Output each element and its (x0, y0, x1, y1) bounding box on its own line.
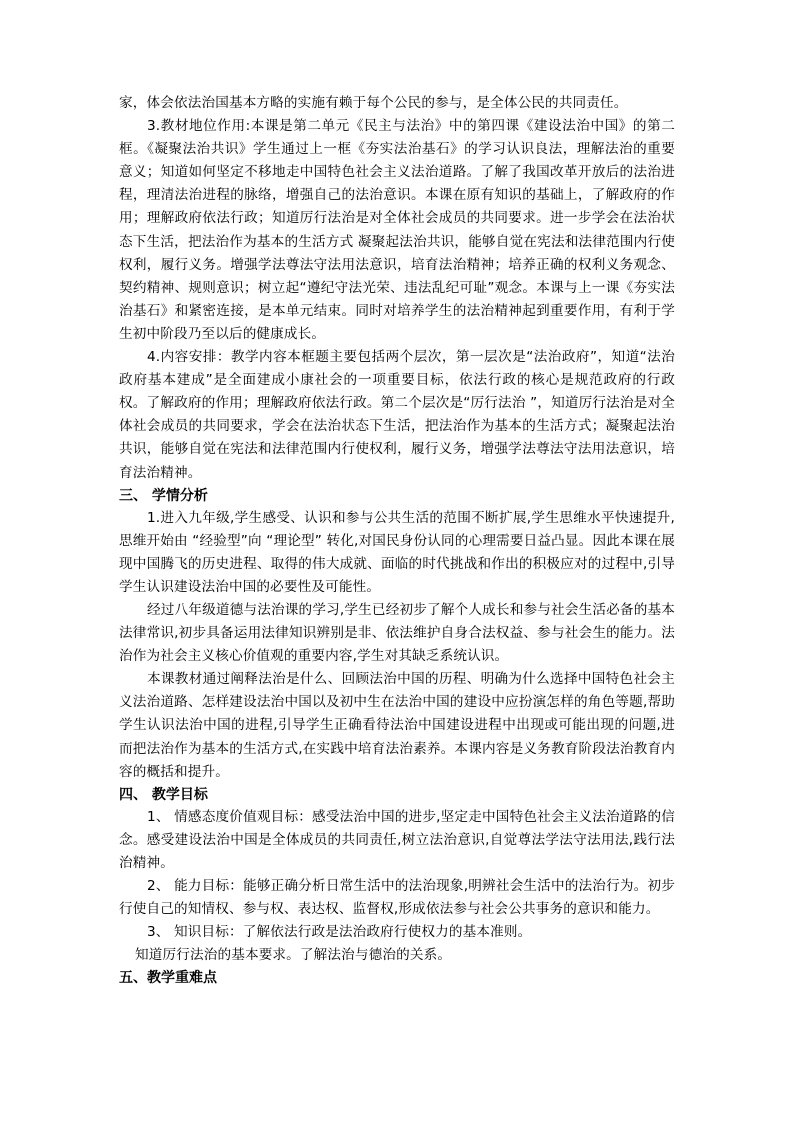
paragraph-goal-knowledge: 3、 知识目标：了解依法行政是法治政府行使权力的基本准则。 (147, 924, 532, 941)
section-heading-teaching-goals: 四、 教学目标 (119, 786, 208, 803)
paragraph-student-analysis-3: 本课教材通过阐释法治是什么、回顾法治中国的历程、明确为什么选择中国特色社会主义法治道路、怎样建设法治中国以及初中生在法治中国的建设中应扮演怎样的角色等题,帮助学生认识法治中国的进程,引导学生正确看待法治中国建设进程中出现或可能出现的问题,进而把法治作为基本的生活方式,在实践中培育法治素养。本课内容是义务教育阶段法治教育内容的概括和提升。 (119, 671, 675, 780)
paragraph-goal-ability: 2、 能力目标：能够正确分析日常生活中的法治现象,明辨社会生活中的法治行为。初步行使自己的知情权、参与权、表达权、监督权,形成依法参与社会公共事务的意识和能力。 (119, 878, 675, 918)
section-heading-student-analysis: 三、 学情分析 (119, 487, 208, 504)
paragraph-student-analysis-1: 1.进入九年级,学生感受、认识和参与公共生活的范围不断扩展,学生思维水平快速提升,思维开始由 “经验型”向 “理论型” 转化,对国民身份认同的心理需要日益凸显。因此本课在展现中国腾飞的历史进程、取得的伟大成就、面临的时代挑战和作出的积极应对的过程中,引导学生认识建设法治中国的必要性及可能性。 (119, 509, 675, 595)
section-heading-key-difficulties: 五、教学重难点 (119, 970, 217, 987)
document-page (119, 92, 675, 989)
paragraph-student-analysis-2: 经过八年级道德与法治课的学习,学生已经初步了解个人成长和参与社会生活必备的基本法律常识,初步具备运用法律知识辨别是非、依法维护自身合法权益、参与社会生的能力。法治作为社会主义核心价值观的重要内容,学生对其缺乏系统认识。 (119, 601, 675, 665)
paragraph-goal-knowledge-cont: 知道厉行法治的基本要求。了解法治与德治的关系。 (135, 947, 452, 964)
paragraph-continuation: 家，体会依法治国基本方略的实施有赖于每个公民的参与，是全体公民的共同责任。 (119, 95, 628, 111)
paragraph-content-arrangement: 4.内容安排：教学内容本框题主要包括两个层次，第一层次是“法治政府”，知道“法治政府基本建成”是全面建成小康社会的一项重要目标，依法行政的核心是规范政府的行政权。了解政府的作用；理解政府依法行政。第二个层次是“厉行法治 ”，知道厉行法治是对全体社会成员的共同要求，学会在法治状态下生活，把法治作为基本的生活方式；凝聚起法治共识，能够自觉在宪法和法律范围内行使权利，履行义务，增强学法尊法守法用法意识，培育法治精神。 (119, 349, 675, 481)
paragraph-goal-emotion: 1、 情感态度价值观目标：感受法治中国的进步,坚定走中国特色社会主义法治道路的信念。感受建设法治中国是全体成员的共同责任,树立法治意识,自觉尊法学法守法用法,践行法治精神。 (119, 808, 675, 871)
paragraph-textbook-role: 3.教材地位作用:本课是第二单元《民主与法治》中的第四课《建设法治中国》的第二框。《凝聚法治共识》学生通过上一框《夯实法治基石》的学习认识良法，理解法治的重要意义；知道如何坚定不移地走中国特色社会主义法治道路。了解了我国改革开放后的法治进程，理清法治进程的脉络，增强自己的法治意识。本课在原有知识的基础上，了解政府的作用；理解政府依法行政；知道厉行法治是对全体社会成员的共同要求。进一步学会在法治状态下生活，把法治作为基本的生活方式 凝聚起法治共识，能够自觉在宪法和法律范围内行使权利，履行义务。增强学法尊法守法用法意识，培育法治精神；培养正确的权利义务观念、契约精神、规则意识；树立起“遵纪守法光荣、违法乱纪可耻”观念。本课与上一课《夯实法治基石》和紧密连接，是本单元结束。同时对培养学生的法治精神起到重要作用，有利于学生初中阶段乃至以后的健康成长。 (119, 118, 675, 342)
